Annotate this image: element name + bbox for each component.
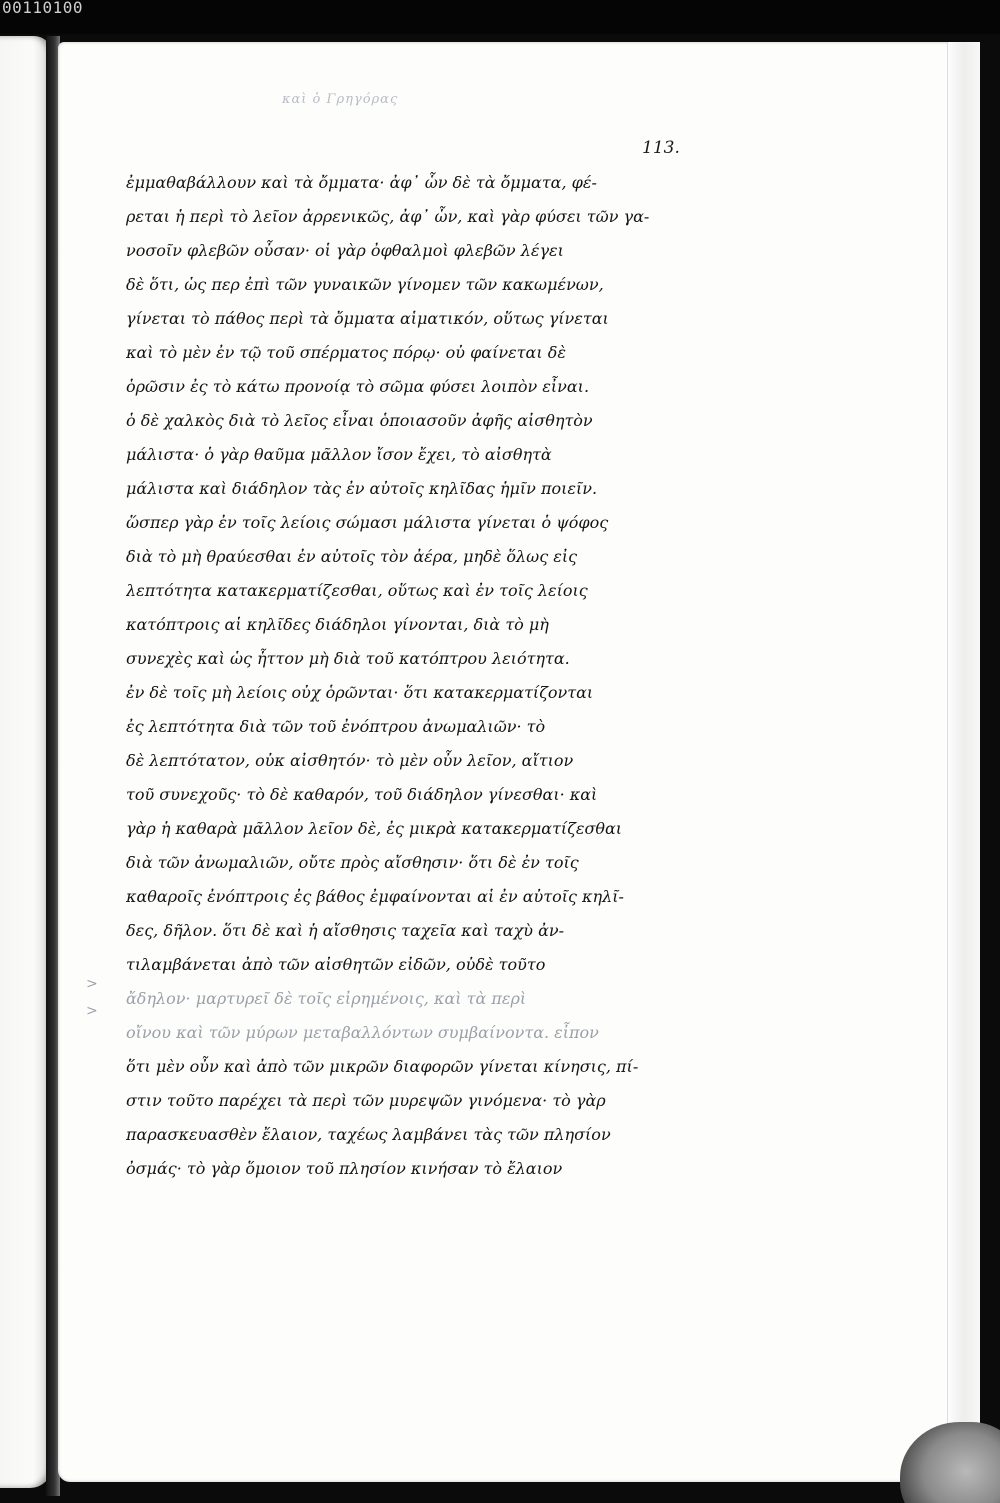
manuscript-line: δες, δῆλον. ὅτι δὲ καὶ ἡ αἴσθησις ταχεῖα καὶ ταχὺ ἀν- bbox=[126, 921, 565, 940]
manuscript-line: γὰρ ἡ καθαρὰ μᾶλλον λεῖον δὲ, ἐς μικρὰ κατακερματίζεσθαι bbox=[126, 819, 623, 838]
margin-mark: > bbox=[86, 976, 98, 992]
left-page-edge bbox=[0, 36, 52, 1488]
manuscript-line: ἄδηλον· μαρτυρεῖ δὲ τοῖς εἰρημένοις, καὶ τὰ περὶ bbox=[126, 989, 527, 1008]
manuscript-line: ἐς λεπτότητα διὰ τῶν τοῦ ἐνόπτρου ἀνωμαλιῶν· τὸ bbox=[126, 717, 546, 736]
manuscript-line: ἐμμαθαβάλλουν καὶ τὰ ὄμματα· ἀφ᾽ ὧν δὲ τὰ ὄμματα, φέ- bbox=[126, 173, 597, 192]
manuscript-line: στιν τοῦτο παρέχει τὰ περὶ τῶν μυρεψῶν γινόμενα· τὸ γὰρ bbox=[126, 1091, 606, 1110]
manuscript-line: ὀσμάς· τὸ γὰρ ὅμοιον τοῦ πλησίον κινήσαν τὸ ἔλαιον bbox=[126, 1159, 563, 1178]
manuscript-line: διὰ τὸ μὴ θραύεσθαι ἐν αὐτοῖς τὸν ἀέρα, μηδὲ ὅλως εἰς bbox=[126, 547, 578, 566]
manuscript-line: λεπτότητα κατακερματίζεσθαι, οὕτως καὶ ἐν τοῖς λείοις bbox=[126, 581, 588, 600]
manuscript-line: οἴνου καὶ τῶν μύρων μεταβαλλόντων συμβαίνοντα. εἶπον bbox=[126, 1023, 599, 1042]
manuscript-line: ρεται ἡ περὶ τὸ λεῖον ἀρρενικῶς, ἀφ᾽ ὧν, καὶ γὰρ φύσει τῶν γα- bbox=[126, 207, 650, 226]
manuscript-line: μάλιστα· ὁ γὰρ θαῦμα μᾶλλον ἴσον ἔχει, τὸ αἰσθητὰ bbox=[126, 445, 552, 464]
marginal-top-note: καὶ ὁ Γρηγόρας bbox=[282, 92, 399, 107]
manuscript-line: διὰ τῶν ἀνωμαλιῶν, οὔτε πρὸς αἴσθησιν· ὅτι δὲ ἐν τοῖς bbox=[126, 853, 579, 872]
manuscript-line: τιλαμβάνεται ἀπὸ τῶν αἰσθητῶν εἰδῶν, οὐδὲ τοῦτο bbox=[126, 955, 546, 974]
manuscript-line: νοσοῖν φλεβῶν οὖσαν· οἱ γὰρ ὀφθαλμοὶ φλεβῶν λέγει bbox=[126, 241, 564, 260]
manuscript-line: καθαροῖς ἐνόπτροις ἐς βάθος ἐμφαίνονται αἱ ἐν αὐτοῖς κηλῖ- bbox=[126, 887, 624, 906]
manuscript-line: ἐν δὲ τοῖς μὴ λείοις οὐχ ὁρῶνται· ὅτι κατακερματίζονται bbox=[126, 683, 594, 702]
folio-number: 113. bbox=[642, 138, 680, 158]
manuscript-line: ὁρῶσιν ἐς τὸ κάτω προνοίᾳ τὸ σῶμα φύσει λοιπὸν εἶναι. bbox=[126, 377, 590, 396]
manuscript-line: γίνεται τὸ πάθος περὶ τὰ ὄμματα αἱματικόν, οὕτως γίνεται bbox=[126, 309, 609, 328]
manuscript-line: ὁ δὲ χαλκὸς διὰ τὸ λεῖος εἶναι ὁποιασοῦν ἀφῆς αἰσθητὸν bbox=[126, 411, 593, 430]
manuscript-line: δὲ λεπτότατον, οὐκ αἰσθητόν· τὸ μὲν οὖν λεῖον, αἴτιον bbox=[126, 751, 574, 770]
manuscript-line: παρασκευασθὲν ἔλαιον, ταχέως λαμβάνει τὰς τῶν πλησίον bbox=[126, 1125, 611, 1144]
manuscript-line: ὥσπερ γὰρ ἐν τοῖς λείοις σώμασι μάλιστα γίνεται ὁ ψόφος bbox=[126, 513, 609, 532]
frame-number: 00110100 bbox=[2, 0, 84, 17]
manuscript-line: ὅτι μὲν οὖν καὶ ἀπὸ τῶν μικρῶν διαφορῶν γίνεται κίνησις, πί- bbox=[126, 1057, 639, 1076]
manuscript-line: κατόπτροις αἱ κηλῖδες διάδηλοι γίνονται, διὰ τὸ μὴ bbox=[126, 615, 549, 634]
manuscript-line: συνεχὲς καὶ ὡς ἧττον μὴ διὰ τοῦ κατόπτρου λειότητα. bbox=[126, 649, 570, 668]
manuscript-line: δὲ ὅτι, ὡς περ ἐπὶ τῶν γυναικῶν γίνομεν τῶν κακωμένων, bbox=[126, 275, 604, 294]
margin-mark: > bbox=[86, 1003, 98, 1019]
manuscript-line: καὶ τὸ μὲν ἐν τῷ τοῦ σπέρματος πόρῳ· οὐ φαίνεται δὲ bbox=[126, 343, 566, 362]
manuscript-text-block bbox=[126, 166, 656, 1186]
page-fore-edge bbox=[947, 42, 980, 1482]
film-header-strip bbox=[0, 0, 1000, 34]
manuscript-line: τοῦ συνεχοῦς· τὸ δὲ καθαρόν, τοῦ διάδηλον γίνεσθαι· καὶ bbox=[126, 785, 598, 804]
manuscript-line: μάλιστα καὶ διάδηλον τὰς ἐν αὐτοῖς κηλῖδας ἡμῖν ποιεῖν. bbox=[126, 479, 598, 498]
